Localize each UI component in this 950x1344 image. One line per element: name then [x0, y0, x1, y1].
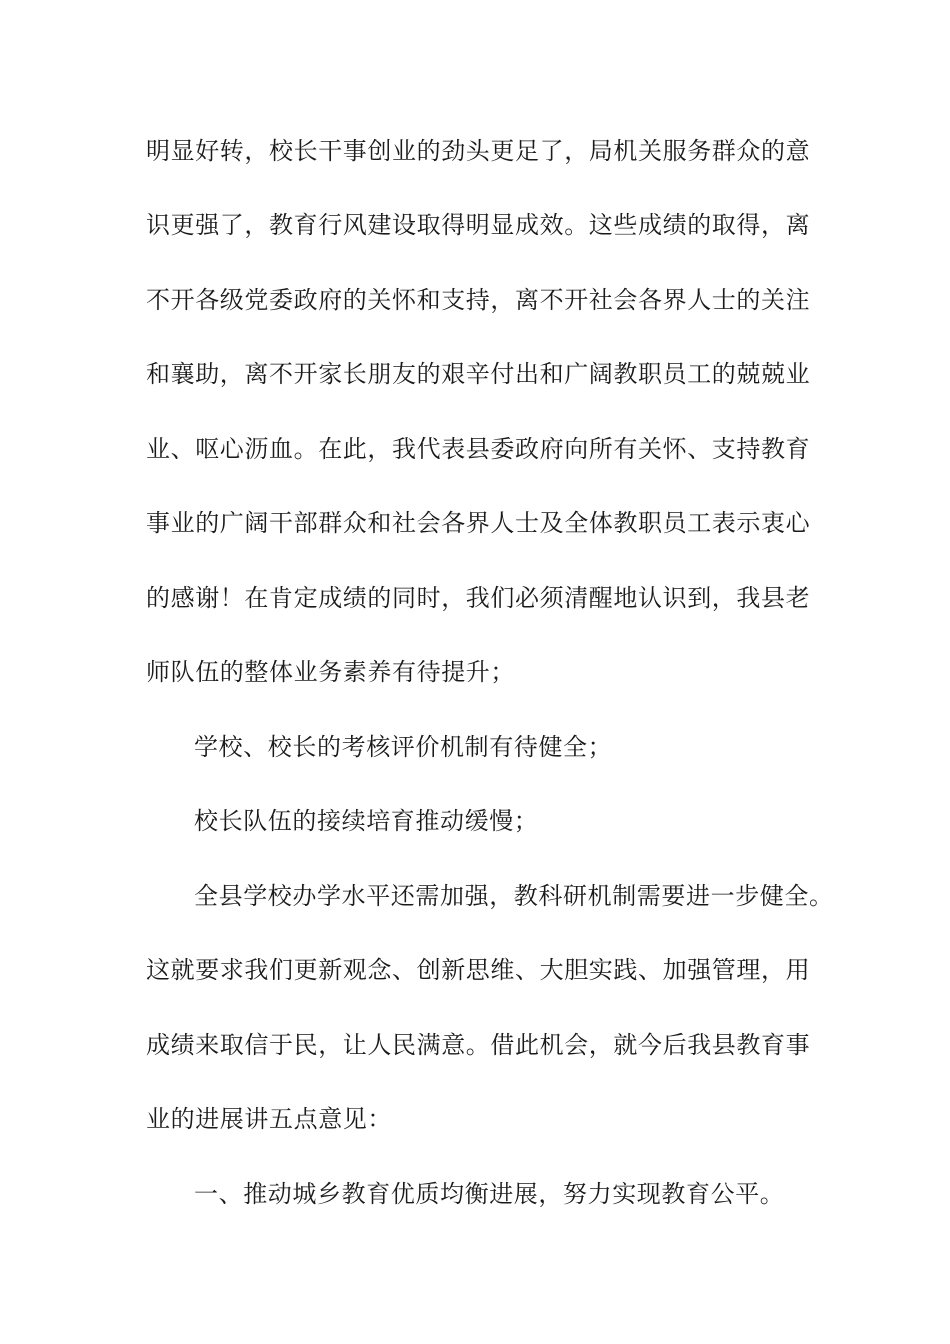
- text-line: 校长队伍的接续培育推动缓慢；: [194, 807, 539, 835]
- text-line: 学校、校长的考核评价机制有待健全；: [194, 733, 613, 761]
- text-line: 一、推动城乡教育优质均衡进展，努力实现教育公平。: [194, 1180, 785, 1208]
- text-line: 不开各级党委政府的关怀和支持，离不开社会各界人士的关注: [146, 286, 811, 314]
- text-line: 师队伍的整体业务素养有待提升；: [146, 658, 515, 686]
- text-line: 识更强了，教育行风建设取得明显成效。这些成绩的取得，离: [146, 211, 811, 239]
- text-line: 这就要求我们更新观念、创新思维、大胆实践、加强管理，用: [146, 956, 811, 984]
- text-line: 全县学校办学水平还需加强，教科研机制需要进一步健全。: [194, 882, 834, 910]
- text-line: 和襄助，离不开家长朋友的艰辛付出和广阔教职员工的兢兢业: [146, 360, 811, 388]
- text-line: 明显好转，校长干事创业的劲头更足了，局机关服务群众的意: [146, 137, 811, 165]
- text-line: 的感谢！在肯定成绩的同时，我们必须清醒地认识到，我县老: [146, 584, 811, 612]
- text-line: 业、呕心沥血。在此，我代表县委政府向所有关怀、支持教育: [146, 435, 811, 463]
- text-line: 业的进展讲五点意见：: [146, 1105, 392, 1133]
- text-line: 事业的广阔干部群众和社会各界人士及全体教职员工表示衷心: [146, 509, 811, 537]
- text-line: 成绩来取信于民，让人民满意。借此机会，就今后我县教育事: [146, 1031, 811, 1059]
